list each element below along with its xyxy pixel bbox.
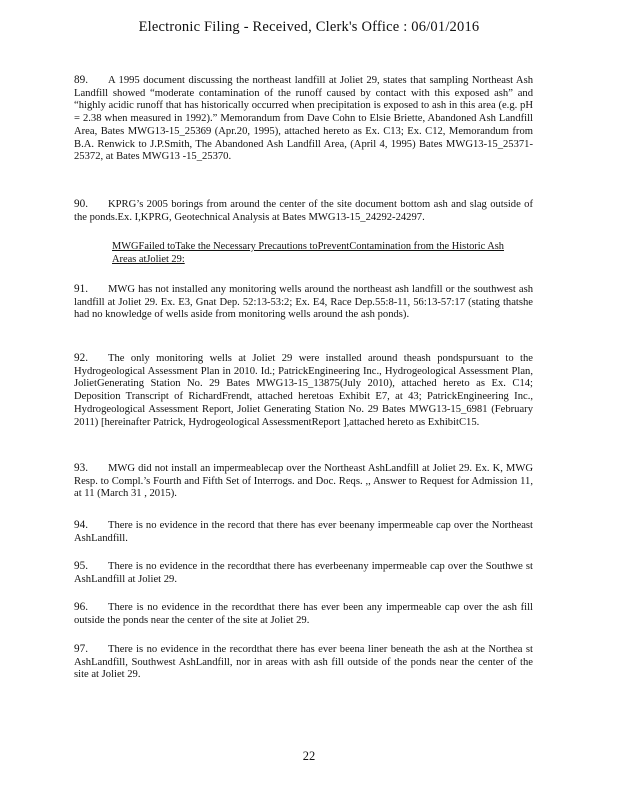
paragraph-94: [74, 519, 533, 545]
paragraph-number: 95.: [74, 560, 88, 572]
section-heading: MWGFailed toTake the Necessary Precautions toPreventContamination from the Historic Ash Areas atJoliet 29:: [112, 241, 505, 265]
paragraph-number: 92.: [74, 352, 88, 364]
paragraph-number: 96.: [74, 601, 88, 613]
paragraph-text: The only monitoring wells at Joliet 29 were installed around theash pondspursuant to the Hydrogeological Assessment Plan in 2010. Id.; PatrickEngineering Inc., Hydrogeological Assessment Plan, JolietGenerating Station No. 29 Bates MWG13-15_13875(July 2010), attached hereto as Ex. C14; Deposition Transcript of RichardFrendt, attached heretoas Exhibit E7, at 43; PatrickEngineering Inc., Hydrogeological Assessment Report, Joliet Generating Station No. 29 Bates MWG13-15_6981 (February 2011) [hereinafter Patrick, Hydrogeological AssessmentReport ],attached hereto as ExhibitC15.: [74, 353, 533, 428]
paragraph-text: A 1995 document discussing the northeast landfill at Joliet 29, states that sampling Northeast Ash Landfill showed “moderate contamination of the runoff caused by contact with this exposed ash” and “highly acidic runoff that has historically occurred when precipitation is exposed to ash in this area (e.g. pH = 2.38 when measured in 1992).” Memorandum from Dave Cohn to Elsie Briette, Abandoned Ash Landfill Area, Bates MWG13-15_25369 (Apr.20, 1995), attached hereto as Ex. C13; Ex. C12, Memorandum from B.A. Renwick to J.P.Smith, The Abandoned Ash Landfill Area, (April 4, 1995) Bates MWG13-15_25371-25372, at Bates MWG13 -15_25370.: [74, 75, 533, 163]
paragraph-95: [74, 560, 533, 586]
paragraph-number: 89.: [74, 74, 88, 86]
paragraph-text: MWG has not installed any monitoring wells around the northeast ash landfill or the southwest ash landfill at Joliet 29. Ex. E3, Gnat Dep. 52:13-53:2; Ex. E4, Race Dep.55:8-11, 56:13-57:17 (stating thatshe had no knowledge of wells aside from monitoring wells around the ash ponds).: [74, 284, 533, 321]
paragraph-number: 94.: [74, 519, 88, 531]
paragraph-97: [74, 643, 533, 682]
paragraph-text: KPRG’s 2005 borings from around the center of the site document bottom ash and slag outside of the ponds.Ex. I,KPRG, Geotechnical Analysis at Bates MWG13-15_24292-24297.: [74, 199, 533, 223]
paragraph-text: MWG did not install an impermeablecap over the Northeast AshLandfill at Joliet 29. Ex. K, MWG Resp. to Compl.’s Fourth and Fifth Set of Interrogs. and Doc. Reqs. ,, Answer to Request for Admission 11, at 11 (March 31 , 2015).: [74, 463, 533, 500]
paragraph-90: [74, 198, 533, 224]
paragraph-96: [74, 601, 533, 627]
paragraph-text: There is no evidence in the recordthat there has everbeenany impermeable cap over the Southwe st AshLandfill at Joliet 29.: [74, 561, 533, 585]
paragraph-number: 90.: [74, 198, 88, 210]
paragraph-93: [74, 462, 533, 501]
paragraph-number: 91.: [74, 283, 88, 295]
paragraph-91: [74, 283, 533, 322]
paragraph-number: 97.: [74, 643, 88, 655]
paragraph-text: There is no evidence in the recordthat there has ever been any impermeable cap over the ash fill outside the ponds near the center of the site at Joliet 29.: [74, 602, 533, 626]
paragraph-text: There is no evidence in the recordthat there has ever beena liner beneath the ash at the Northea st AshLandfill, Southwest AshLandfill, nor in areas with ash fill outside of the ponds near the center of the site at Joliet 29.: [74, 644, 533, 681]
page-number: 22: [302, 749, 316, 763]
paragraph-text: There is no evidence in the record that there has ever beenany impermeable cap over the Northeast AshLandfill.: [74, 520, 533, 544]
filing-header: Electronic Filing - Received, Clerk's Office : 06/01/2016: [138, 19, 480, 35]
paragraph-89: [74, 74, 533, 164]
paragraph-92: [74, 352, 533, 429]
paragraph-number: 93.: [74, 462, 88, 474]
